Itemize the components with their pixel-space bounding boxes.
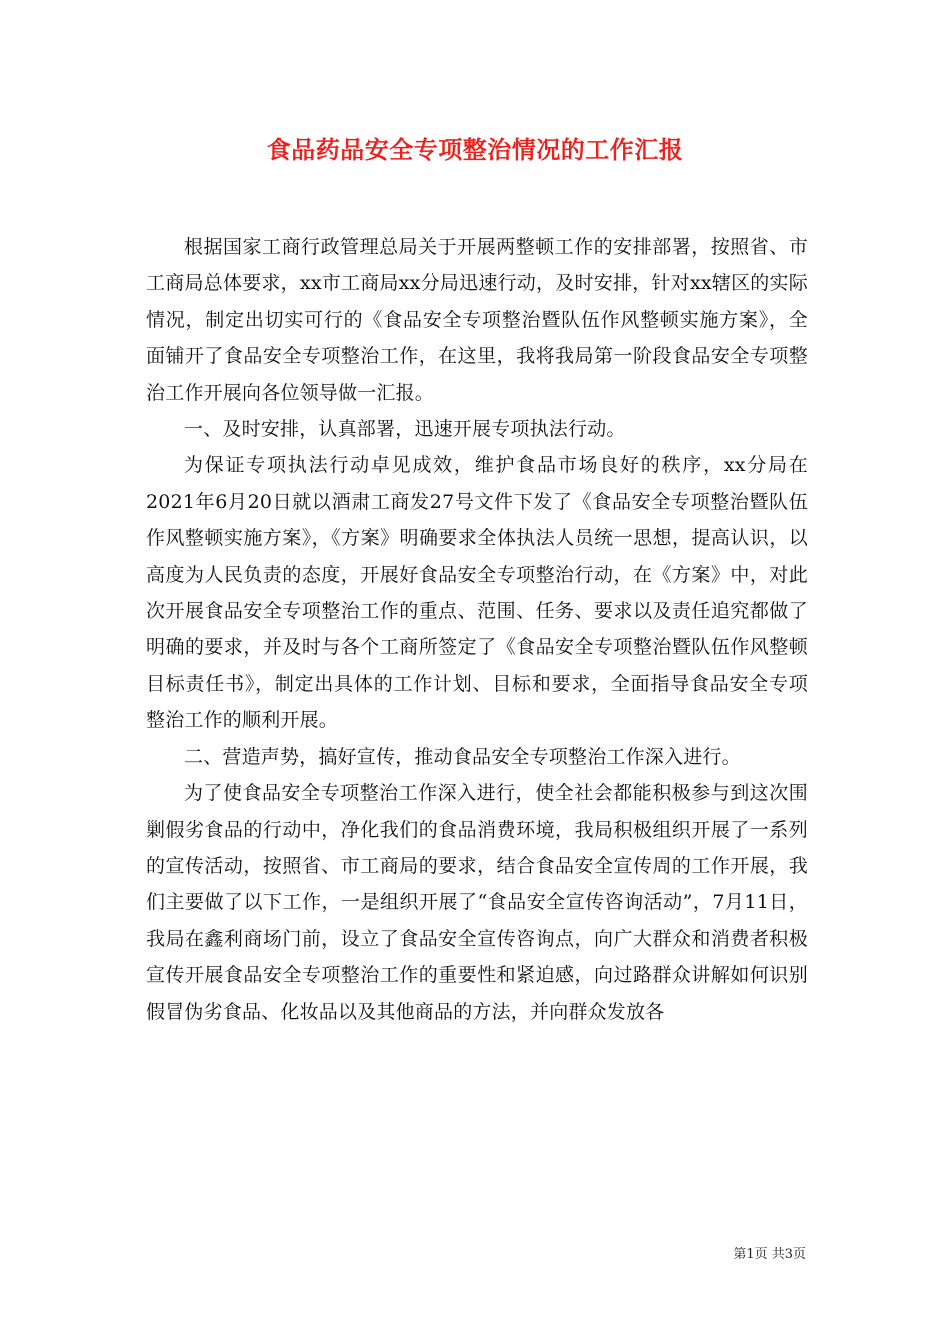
section-heading-2: 二、营造声势，搞好宣传，推动食品安全专项整治工作深入进行。 — [184, 745, 741, 768]
paragraph-intro: 根据国家工商行政管理总局关于开展两整顿工作的安排部署，按照省、市工商局总体要求，xx市工商局xx分局迅速行动，及时安排，针对xx辖区的实际情况，制定出切实可行的《食品安全专项整治暨队伍作风整顿实施方案》，全面铺开了食品安全专项整治工作，在这里，我将我局第一阶段食品安全专项整治工作开展向各位领导做一汇报。 — [146, 236, 808, 404]
document-body — [146, 229, 808, 1030]
paragraph-section-2: 为了使食品安全专项整治工作深入进行，使全社会都能积极参与到这次围剿假劣食品的行动中，净化我们的食品消费环境，我局积极组织开展了一系列的宣传活动，按照省、市工商局的要求，结合食品安全宣传周的工作开展，我们主要做了以下工作，一是组织开展了“食品安全宣传咨询活动”，7月11日，我局在鑫利商场门前，设立了食品安全宣传咨询点，向广大群众和消费者积极宣传开展食品安全专项整治工作的重要性和紧迫感，向过路群众讲解如何识别假冒伪劣食品、化妆品以及其他商品的方法，并向群众发放各 — [146, 782, 808, 1023]
section-heading-1: 一、及时安排，认真部署，迅速开展专项执法行动。 — [184, 418, 626, 441]
page-number: 第1页 共3页 — [733, 1247, 806, 1262]
document-title: 食品药品安全专项整治情况的工作汇报 — [266, 135, 684, 164]
paragraph-section-1: 为保证专项执法行动卓见成效，维护食品市场良好的秩序，xx分局在2021年6月20日就以酒肃工商发27号文件下发了《食品安全专项整治暨队伍作风整顿实施方案》，《方案》明确要求全体执法人员统一思想，提高认识，以高度为人民负责的态度，开展好食品安全专项整治行动，在《方案》中，对此次开展食品安全专项整治工作的重点、范围、任务、要求以及责任追究都做了明确的要求，并及时与各个工商所签定了《食品安全专项整治暨队伍作风整顿目标责任书》，制定出具体的工作计划、目标和要求，全面指导食品安全专项整治工作的顺利开展。 — [146, 454, 808, 732]
